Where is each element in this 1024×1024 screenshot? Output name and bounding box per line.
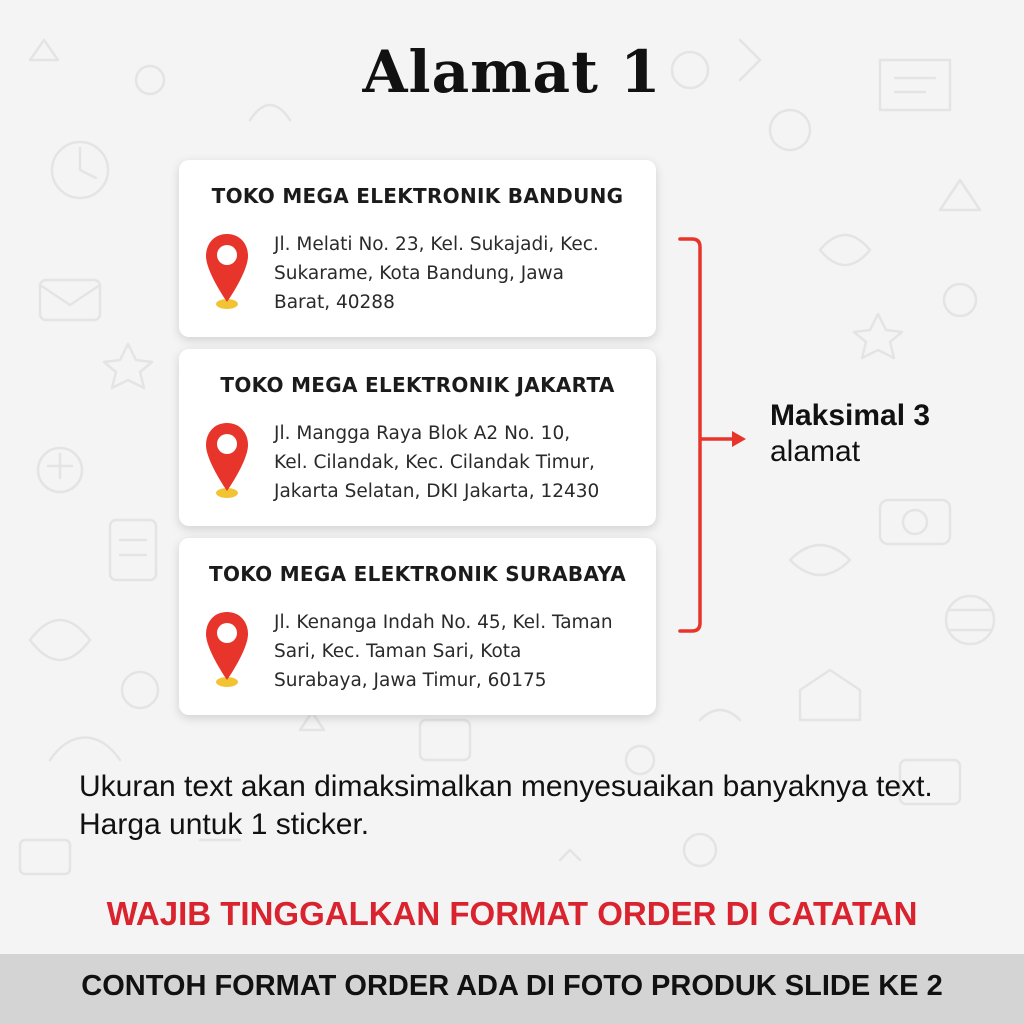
footer-band: [0, 954, 1024, 1024]
address-line: Jl. Melati No. 23, Kel. Sukajadi, Kec.: [274, 234, 599, 255]
max-address-note: [770, 398, 930, 470]
warning-text: WAJIB TINGGALKAN FORMAT ORDER DI CATATAN: [106, 895, 918, 932]
store-name: TOKO MEGA ELEKTRONIK SURABAYA: [209, 562, 626, 586]
max-note-rest: alamat: [770, 435, 861, 468]
store-name: TOKO MEGA ELEKTRONIK JAKARTA: [220, 373, 615, 397]
size-note: Ukuran text akan dimaksimalkan menyesuaikan banyaknya text. Harga untuk 1 sticker.: [79, 770, 933, 841]
max-note-bold: Maksimal 3: [770, 399, 931, 432]
address-text: [274, 230, 646, 317]
footer-text: CONTOH FORMAT ORDER ADA DI FOTO PRODUK SLIDE KE 2: [81, 970, 943, 1002]
page-title: Alamat 1: [362, 38, 662, 106]
address-line: Sari, Kec. Taman Sari, Kota: [274, 641, 522, 662]
location-pin-icon: [204, 421, 250, 501]
store-name: TOKO MEGA ELEKTRONIK BANDUNG: [211, 184, 624, 208]
address-card: [179, 160, 656, 337]
address-line: Jakarta Selatan, DKI Jakarta, 12430: [274, 481, 600, 502]
address-line: Barat, 40288: [274, 292, 395, 313]
address-line: Jl. Kenanga Indah No. 45, Kel. Taman: [274, 612, 613, 633]
address-text: [274, 608, 646, 695]
address-line: Sukarame, Kota Bandung, Jawa: [274, 263, 565, 284]
address-line: Kel. Cilandak, Kec. Cilandak Timur,: [274, 452, 595, 473]
address-card: [179, 349, 656, 526]
address-line: Surabaya, Jawa Timur, 60175: [274, 670, 547, 691]
address-text: [274, 419, 646, 506]
address-line: Jl. Mangga Raya Blok A2 No. 10,: [274, 423, 571, 444]
address-card: [179, 538, 656, 715]
location-pin-icon: [204, 232, 250, 312]
bracket-arrow-icon: [676, 230, 756, 640]
location-pin-icon: [204, 610, 250, 690]
